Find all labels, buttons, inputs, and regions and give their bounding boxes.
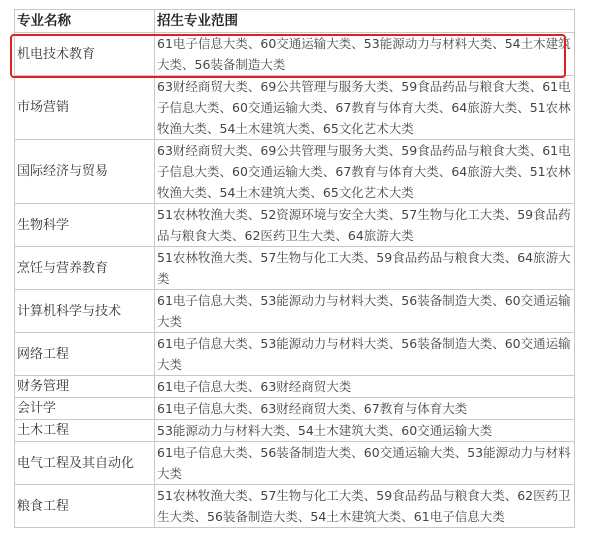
major-name: 市场营销 [15,76,155,140]
enrollment-scope: 51农林牧渔大类、52资源环境与安全大类、57生物与化工大类、59食品药品与粮食大类、62医药卫生大类、64旅游大类 [155,204,575,247]
table-row [15,204,575,247]
major-name: 财务管理 [15,376,155,398]
header-major-name: 专业名称 [15,10,155,33]
table-row [15,398,575,420]
major-scope-table [14,9,575,528]
enrollment-scope: 61电子信息大类、53能源动力与材料大类、56装备制造大类、60交通运输大类 [155,290,575,333]
table-row [15,290,575,333]
table-row [15,333,575,376]
enrollment-scope: 63财经商贸大类、69公共管理与服务大类、59食品药品与粮食大类、61电子信息大类、60交通运输大类、67教育与体育大类、64旅游大类、51农林牧渔大类、54土木建筑大类、65文化艺术大类 [155,76,575,140]
enrollment-scope: 61电子信息大类、53能源动力与材料大类、56装备制造大类、60交通运输大类 [155,333,575,376]
major-name: 土木工程 [15,420,155,442]
major-name: 粮食工程 [15,485,155,528]
major-name: 生物科学 [15,204,155,247]
major-name: 网络工程 [15,333,155,376]
table-row [15,33,575,76]
major-name: 机电技术教育 [15,33,155,76]
table-row [15,376,575,398]
enrollment-scope: 63财经商贸大类、69公共管理与服务大类、59食品药品与粮食大类、61电子信息大类、60交通运输大类、67教育与体育大类、64旅游大类、51农林牧渔大类、54土木建筑大类、65文化艺术大类 [155,140,575,204]
enrollment-scope: 51农林牧渔大类、57生物与化工大类、59食品药品与粮食大类、64旅游大类 [155,247,575,290]
enrollment-scope: 51农林牧渔大类、57生物与化工大类、59食品药品与粮食大类、62医药卫生大类、56装备制造大类、54土木建筑大类、61电子信息大类 [155,485,575,528]
table-row [15,442,575,485]
major-name: 电气工程及其自动化 [15,442,155,485]
major-name: 烹饪与营养教育 [15,247,155,290]
table-row [15,76,575,140]
enrollment-scope: 61电子信息大类、60交通运输大类、53能源动力与材料大类、54土木建筑大类、56装备制造大类 [155,33,575,76]
enrollment-scope: 61电子信息大类、63财经商贸大类、67教育与体育大类 [155,398,575,420]
table-row [15,140,575,204]
major-name: 计算机科学与技术 [15,290,155,333]
table-row [15,420,575,442]
major-name: 会计学 [15,398,155,420]
major-table-container [14,9,574,528]
enrollment-scope: 61电子信息大类、63财经商贸大类 [155,376,575,398]
major-name: 国际经济与贸易 [15,140,155,204]
table-header-row [15,10,575,33]
enrollment-scope: 53能源动力与材料大类、54土木建筑大类、60交通运输大类 [155,420,575,442]
table-row [15,485,575,528]
header-enrollment-scope: 招生专业范围 [155,10,575,33]
enrollment-scope: 61电子信息大类、56装备制造大类、60交通运输大类、53能源动力与材料大类 [155,442,575,485]
table-row [15,247,575,290]
